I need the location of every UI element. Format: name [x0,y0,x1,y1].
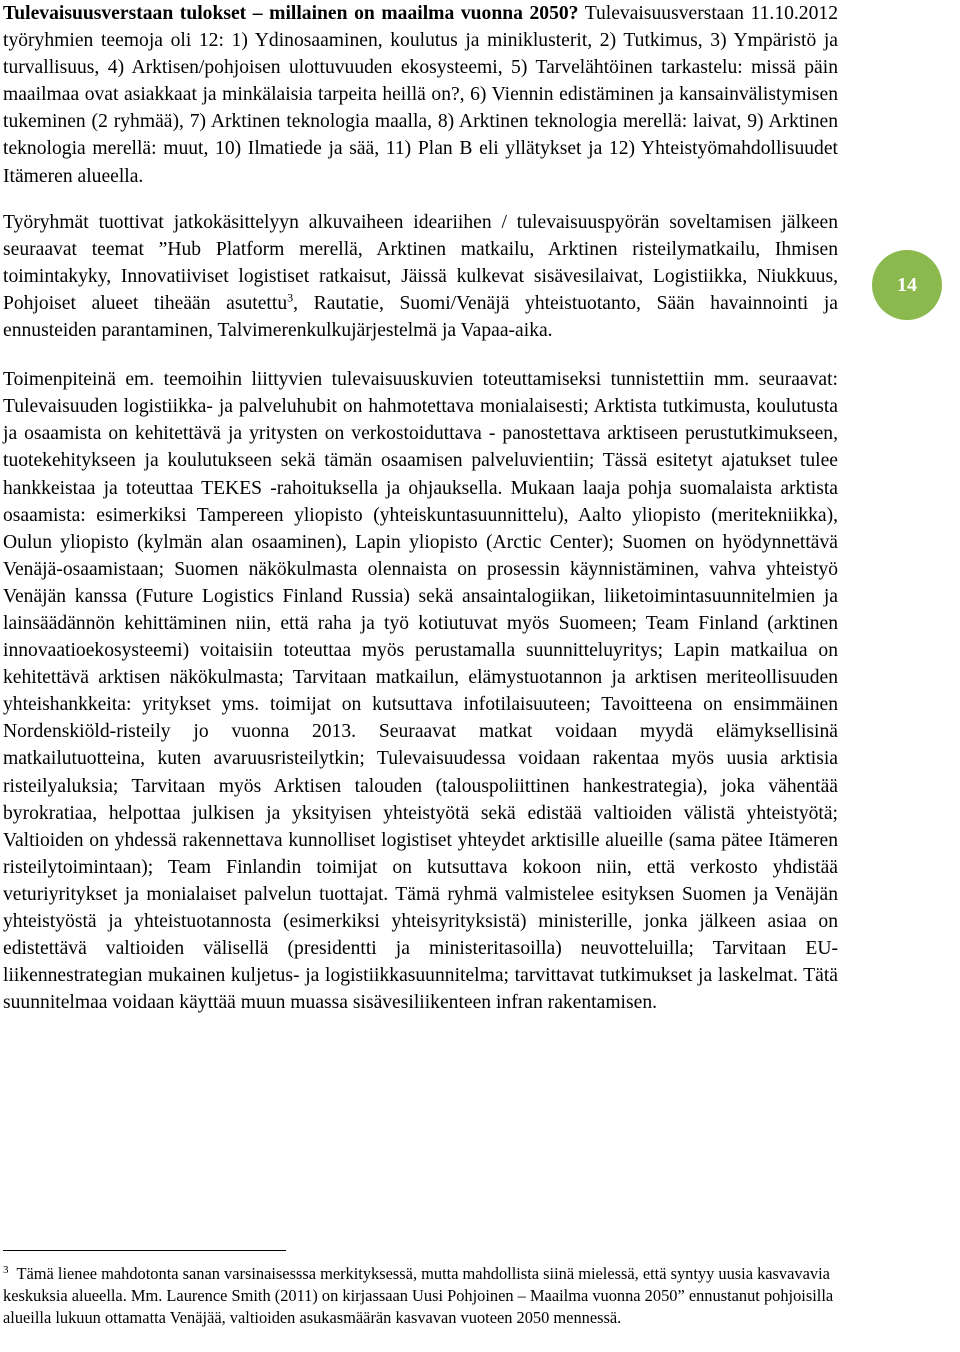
measures-paragraph: Toimenpiteinä em. teemoihin liittyvien tulevaisuuskuvien toteuttamiseksi tunnistettiin mm. seuraavat: Tulevaisuuden logistiikka- ja palveluhubit on hahmotettava monialaisesti; Arktista tutkimusta, koulutusta ja osaamista on kehitettävä ja yritysten on verkostoiduttava - panostettava arktiseen perustutkimukseen, tuotekehitykseen ja koulutukseen sekä tämän osaamisen palveluvientiin; Tässä esitetyt ajatukset tulee hankkeistaa ja toteuttaa TEKES -rahoituksella ja ohjauksella. Mukaan laaja pohja suomalaista arktista osaamista: esimerkiksi Tampereen yliopisto (yhteiskuntasuunnittelu), Aalto yliopisto (meritekniikka), Oulun yliopisto (kylmän alan osaaminen), Lapin yliopisto (Arctic Center); Suomen on hyödynnettävä Venäjä-osaamistaan; Suomen näkökulmasta olennaista on prosessin käynnistäminen, vahva yhteistyö Venäjän kanssa (Future Logistics Finland Russia) sekä ansaintalogiikan, liiketoimintasuunnitelmien ja lainsäädännön kehittäminen niin, että raha ja työ kotiutuvat myös Suomeen; Team Finland (arktinen innovaatioekosysteemi) voitaisiin toteuttaa myös perustamalla suunnitteluyritys; Lapin matkailua on kehitettävä arktisen näkökulmasta; Tarvitaan matkailun, elämystuotannon ja arktisen meriteollisuuden yhteishankkeita: yritykset yms. toimijat on kutsuttava infotilaisuuteen; Tavoitteena on ensimmäinen Nordenskiöld-risteily jo vuonna 2013. Seuraavat matkat voidaan myydä elämyksellisinä matkailutuotteina, kuten avaruusristeilytkin; Tulevaisuudessa voidaan rakentaa myös uusia arktisia risteilyaluksia; Tarvitaan myös Arktisen talouden (talouspoliittinen hankestrategia), joka vähentää byrokratiaa, helpottaa julkisen ja yksityisen yhteistyötä sekä edistää valtioiden välistä yhteistyötä; Valtioiden on yhdessä rakennettava kunnolliset logistiset yhteydet arktisille alueille (sama pätee Itämeren risteilytoimintaan); Team Finlandin toimijat on kutsuttava kokoon niin, että verkosto yhdistää veturiyritykset ja monialaiset palvelun tuottajat. Tämä ryhmä valmistelee esityksen Suomen ja Venäjän yhteistyöstä ja yhteistuotannosta (esimerkiksi yhteisyrityksistä) ministerille, jonka jälkeen asiaa on edistettävä valtioiden välisellä (presidentti ja ministeritasoilla) neuvotteluilla; Tarvitaan EU-liikennestrategian mukainen kuljetus- ja logistiikkasuunnitelma; tarvittavat tutkimukset ja laskelmat. Tätä suunnitelmaa voidaan käyttää muun muassa sisävesiliikenteen infran rakentamisen. [3,369,838,1014]
themes-list-text: Tulevaisuusverstaan 11.10.2012 työryhmien teemoja oli 12: 1) Ydinosaaminen, koulutus ja miniklusterit, 2) Tutkimus, 3) Ympäristö ja turvallisuus, 4) Arktisen/pohjoisen ulottuvuuden ekosysteemi, 5) Tarvelähtöinen tarkastelu: missä päin maailmaa ovat asiakkaat ja minkälaisia tarpeita heillä on?, 6) Viennin edistäminen ja kansainvälistymisen tukeminen (2 ryhmää), 7) Arktinen teknologia maalla, 8) Arktinen teknologia merellä: laivat, 9) Arktinen teknologia merellä: muut, 10) Ilmatiede ja sää, 11) Plan B eli yllätykset ja 12) Yhteistyömahdollisuudet Itämeren alueella. [3,3,838,187]
footnote-reference: 3 [287,290,294,305]
intro-paragraph [3,0,838,190]
section-heading: Tulevaisuusverstaan tulokset – millainen on maailma vuonna 2050? [3,3,579,24]
document-body [3,0,838,1016]
footnote-divider [3,1250,286,1251]
footnote [3,1263,838,1329]
footnote-text: Tämä lienee mahdotonta sanan varsinaisesssa merkityksessä, mutta mahdollista siinä mielessä, että syntyy uusia kasvavavia keskuksia alueella. Mm. Laurence Smith (2011) on kirjassaan Uusi Pohjoinen – Maailma vuonna 2050” ennustanut pohjoisilla alueilla lukuun ottamatta Venäjää, valtioiden asukasmäärän kasvavan vuoteen 2050 mennessä. [3,1264,834,1327]
page-number-badge: 14 [872,250,942,320]
working-groups-text-end: , Rautatie, Suomi/Venäjä yhteistuotanto, Sään havainnointi ja ennusteiden parantaminen, Talvimerenkulkujärjestelmä ja Vapaa-aika. [3,292,838,342]
footnote-mark: 3 [3,1263,9,1276]
working-groups-paragraph [3,209,838,344]
working-groups-text-start: Työryhmät tuottivat jatkokäsittelyyn alkuvaiheen ideariihen / tulevaisuuspyörän soveltamisen jälkeen seuraavat teemat ”Hub Platform merellä, Arktinen matkailu, Arktinen risteilymatkailu, Ihmisen toimintakyky, Innovatiiviset logistiset ratkaisut, Jäissä kulkevat sisävesilaivat, Logistiikka, Niukkuus, Pohjoiset alueet tiheään asutettu [3,211,838,314]
